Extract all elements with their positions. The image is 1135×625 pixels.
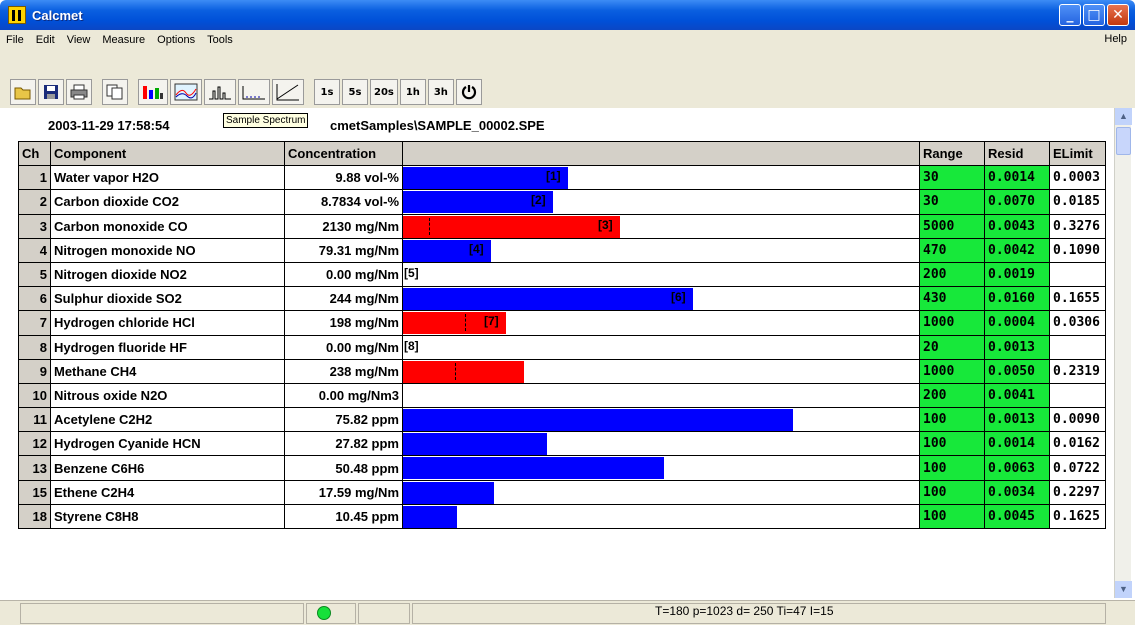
level-bar-fill xyxy=(403,409,793,431)
table-row[interactable] xyxy=(19,480,1106,504)
maximize-button[interactable] xyxy=(1083,4,1105,26)
status-bar xyxy=(0,600,1135,625)
row-elimit: 0.0003 xyxy=(1050,166,1106,190)
row-ch: 3 xyxy=(19,214,51,238)
row-concentration: 0.00 mg/Nm3 xyxy=(285,383,403,407)
row-concentration: 9.88 vol-% xyxy=(285,166,403,190)
row-concentration: 17.59 mg/Nm xyxy=(285,480,403,504)
row-ch: 18 xyxy=(19,504,51,528)
row-concentration: 10.45 ppm xyxy=(285,504,403,528)
row-level-bar xyxy=(403,359,920,383)
spectrum-filepath: cmetSamples\SAMPLE_00002.SPE xyxy=(330,118,545,133)
table-row[interactable] xyxy=(19,214,1106,238)
interval-5s-button[interactable]: 5s xyxy=(342,79,368,105)
header-resid[interactable]: Resid xyxy=(985,142,1050,166)
level-bar-fill xyxy=(403,482,494,504)
table-row[interactable] xyxy=(19,408,1106,432)
row-component: Carbon dioxide CO2 xyxy=(51,190,285,214)
toolbar-buttons xyxy=(10,79,482,105)
row-range: 30 xyxy=(920,166,985,190)
menu-tools[interactable]: Tools xyxy=(207,34,233,46)
row-elimit: 0.2319 xyxy=(1050,359,1106,383)
open-button[interactable] xyxy=(10,79,36,105)
row-elimit: 0.1655 xyxy=(1050,287,1106,311)
bar-label: [8] xyxy=(404,338,419,353)
baseline-icon xyxy=(242,83,266,101)
level-bar-fill xyxy=(403,457,664,479)
row-level-bar xyxy=(403,335,920,359)
bar-label: [5] xyxy=(404,265,419,280)
row-resid: 0.0013 xyxy=(985,408,1050,432)
measurement-datetime: 2003-11-29 17:58:54 xyxy=(48,118,170,133)
row-level-bar xyxy=(403,383,920,407)
level-bar-fill xyxy=(403,216,620,238)
header-range[interactable]: Range xyxy=(920,142,985,166)
row-ch: 10 xyxy=(19,383,51,407)
row-component: Nitrogen dioxide NO2 xyxy=(51,262,285,286)
row-resid: 0.0014 xyxy=(985,166,1050,190)
bar-label: [4] xyxy=(469,241,484,256)
row-concentration: 0.00 mg/Nm xyxy=(285,335,403,359)
row-component: Benzene C6H6 xyxy=(51,456,285,480)
save-button[interactable] xyxy=(38,79,64,105)
close-icon: ✕ xyxy=(1112,7,1124,23)
minimize-button[interactable] xyxy=(1059,4,1081,26)
row-range: 1000 xyxy=(920,311,985,335)
row-component: Styrene C8H8 xyxy=(51,504,285,528)
menu-measure[interactable]: Measure xyxy=(102,34,146,46)
row-concentration: 0.00 mg/Nm xyxy=(285,262,403,286)
row-ch: 5 xyxy=(19,262,51,286)
row-component: Methane CH4 xyxy=(51,359,285,383)
table-row[interactable] xyxy=(19,287,1106,311)
row-range: 20 xyxy=(920,335,985,359)
line-chart-icon xyxy=(276,83,300,101)
maximize-icon: □ xyxy=(1087,7,1101,23)
copy-button[interactable] xyxy=(102,79,128,105)
header-elimit[interactable]: ELimit xyxy=(1050,142,1106,166)
bar-label: [7] xyxy=(484,314,499,329)
row-ch: 11 xyxy=(19,408,51,432)
row-range: 100 xyxy=(920,504,985,528)
row-ch: 6 xyxy=(19,287,51,311)
row-level-bar xyxy=(403,190,920,214)
row-component: Carbon monoxide CO xyxy=(51,214,285,238)
table-row[interactable] xyxy=(19,238,1106,262)
table-row[interactable] xyxy=(19,311,1106,335)
bar-chart-icon xyxy=(142,83,164,101)
row-concentration: 238 mg/Nm xyxy=(285,359,403,383)
window-controls xyxy=(1059,4,1129,26)
row-ch: 8 xyxy=(19,335,51,359)
row-component: Water vapor H2O xyxy=(51,166,285,190)
table-row[interactable] xyxy=(19,166,1106,190)
row-resid: 0.0041 xyxy=(985,383,1050,407)
row-concentration: 75.82 ppm xyxy=(285,408,403,432)
row-range: 430 xyxy=(920,287,985,311)
interval-1h-button[interactable]: 1h xyxy=(400,79,426,105)
spectrum-button[interactable] xyxy=(170,79,202,105)
row-level-bar xyxy=(403,432,920,456)
row-ch: 15 xyxy=(19,480,51,504)
row-component: Nitrous oxide N2O xyxy=(51,383,285,407)
row-concentration: 2130 mg/Nm xyxy=(285,214,403,238)
limit-marker xyxy=(455,363,456,380)
row-elimit: 0.0722 xyxy=(1050,456,1106,480)
row-elimit: 0.1625 xyxy=(1050,504,1106,528)
row-resid: 0.0050 xyxy=(985,359,1050,383)
row-elimit: 0.0306 xyxy=(1050,311,1106,335)
header-component[interactable]: Component xyxy=(51,142,285,166)
row-range: 200 xyxy=(920,383,985,407)
row-elimit: 0.1090 xyxy=(1050,238,1106,262)
row-ch: 1 xyxy=(19,166,51,190)
window-title: Calcmet xyxy=(32,7,83,23)
table-row[interactable] xyxy=(19,190,1106,214)
row-range: 100 xyxy=(920,408,985,432)
row-component: Ethene C2H4 xyxy=(51,480,285,504)
peaks-icon xyxy=(208,83,232,101)
limit-marker xyxy=(429,218,430,235)
table-row[interactable] xyxy=(19,359,1106,383)
row-ch: 9 xyxy=(19,359,51,383)
status-panel xyxy=(358,603,410,624)
row-elimit: 0.0185 xyxy=(1050,190,1106,214)
row-ch: 4 xyxy=(19,238,51,262)
level-bar-fill xyxy=(403,167,568,189)
row-elimit: 0.0090 xyxy=(1050,408,1106,432)
level-bar-fill xyxy=(403,506,457,528)
row-elimit xyxy=(1050,383,1106,407)
menu-options[interactable]: Options xyxy=(157,34,196,46)
baseline-button[interactable] xyxy=(238,79,270,105)
row-component: Hydrogen fluoride HF xyxy=(51,335,285,359)
row-concentration: 79.31 mg/Nm xyxy=(285,238,403,262)
row-range: 200 xyxy=(920,262,985,286)
row-component: Acetylene C2H2 xyxy=(51,408,285,432)
row-level-bar xyxy=(403,214,920,238)
bar-chart-button[interactable] xyxy=(138,79,168,105)
row-level-bar xyxy=(403,408,920,432)
row-resid: 0.0042 xyxy=(985,238,1050,262)
row-elimit: 0.3276 xyxy=(1050,214,1106,238)
spectrum-icon xyxy=(174,83,198,101)
scroll-down-icon[interactable]: ▼ xyxy=(1115,581,1132,598)
row-ch: 12 xyxy=(19,432,51,456)
level-bar-fill xyxy=(403,433,547,455)
table-row[interactable] xyxy=(19,432,1106,456)
peaks-button[interactable] xyxy=(204,79,236,105)
status-led-icon xyxy=(317,606,331,620)
row-ch: 13 xyxy=(19,456,51,480)
menu-help[interactable]: Help xyxy=(1104,33,1127,45)
power-button[interactable] xyxy=(456,79,482,105)
header-bar xyxy=(403,142,920,166)
bar-label: [3] xyxy=(598,217,613,232)
row-level-bar xyxy=(403,166,920,190)
row-range: 30 xyxy=(920,190,985,214)
row-resid: 0.0013 xyxy=(985,335,1050,359)
bar-label: [1] xyxy=(546,169,561,184)
row-elimit: 0.0162 xyxy=(1050,432,1106,456)
print-icon xyxy=(70,84,88,100)
level-bar-fill xyxy=(403,288,693,310)
row-concentration: 50.48 ppm xyxy=(285,456,403,480)
save-icon xyxy=(43,84,59,100)
table-row[interactable] xyxy=(19,335,1106,359)
header-ch[interactable]: Ch xyxy=(19,142,51,166)
row-concentration: 244 mg/Nm xyxy=(285,287,403,311)
menu-view[interactable]: View xyxy=(66,34,91,46)
row-elimit: 0.2297 xyxy=(1050,480,1106,504)
menu-file[interactable]: File xyxy=(6,34,24,46)
row-level-bar xyxy=(403,238,920,262)
open-icon xyxy=(14,84,32,100)
row-range: 100 xyxy=(920,480,985,504)
status-panel xyxy=(306,603,356,624)
menu-bar xyxy=(0,30,1135,50)
scroll-up-icon[interactable]: ▲ xyxy=(1115,108,1132,125)
row-level-bar xyxy=(403,262,920,286)
interval-20s-button[interactable]: 20s xyxy=(370,79,398,105)
results-table xyxy=(18,141,1106,529)
row-resid: 0.0019 xyxy=(985,262,1050,286)
row-level-bar xyxy=(403,480,920,504)
app-icon xyxy=(8,6,26,24)
vertical-scrollbar[interactable] xyxy=(1114,108,1131,598)
row-ch: 7 xyxy=(19,311,51,335)
row-range: 470 xyxy=(920,238,985,262)
row-ch: 2 xyxy=(19,190,51,214)
menu-edit[interactable]: Edit xyxy=(35,34,55,46)
row-resid: 0.0070 xyxy=(985,190,1050,214)
row-level-bar xyxy=(403,287,920,311)
row-resid: 0.0004 xyxy=(985,311,1050,335)
row-component: Hydrogen Cyanide HCN xyxy=(51,432,285,456)
minimize-icon: _ xyxy=(1066,7,1074,23)
row-range: 5000 xyxy=(920,214,985,238)
row-range: 1000 xyxy=(920,359,985,383)
row-concentration: 8.7834 vol-% xyxy=(285,190,403,214)
title-bar xyxy=(0,0,1135,30)
limit-marker xyxy=(465,314,466,331)
power-icon xyxy=(461,84,477,100)
interval-3h-button[interactable]: 3h xyxy=(428,79,454,105)
row-level-bar xyxy=(403,504,920,528)
table-row[interactable] xyxy=(19,262,1106,286)
line-chart-button[interactable] xyxy=(272,79,304,105)
row-range: 100 xyxy=(920,432,985,456)
row-resid: 0.0045 xyxy=(985,504,1050,528)
copy-icon xyxy=(106,84,124,100)
table-row[interactable] xyxy=(19,504,1106,528)
status-readout: T=180 p=1023 d= 250 Ti=47 I=15 xyxy=(655,604,834,618)
table-header-row xyxy=(19,142,1106,166)
interval-1s-button[interactable]: 1s xyxy=(314,79,340,105)
row-concentration: 27.82 ppm xyxy=(285,432,403,456)
row-level-bar xyxy=(403,456,920,480)
row-level-bar xyxy=(403,311,920,335)
row-resid: 0.0160 xyxy=(985,287,1050,311)
status-panel xyxy=(20,603,304,624)
row-resid: 0.0043 xyxy=(985,214,1050,238)
level-bar-fill xyxy=(403,361,524,383)
row-component: Sulphur dioxide SO2 xyxy=(51,287,285,311)
row-range: 100 xyxy=(920,456,985,480)
row-concentration: 198 mg/Nm xyxy=(285,311,403,335)
scroll-thumb[interactable] xyxy=(1116,127,1131,155)
header-concentration[interactable]: Concentration xyxy=(285,142,403,166)
row-component: Hydrogen chloride HCl xyxy=(51,311,285,335)
row-component: Nitrogen monoxide NO xyxy=(51,238,285,262)
row-elimit xyxy=(1050,335,1106,359)
bar-label: [6] xyxy=(671,290,686,305)
table-row[interactable] xyxy=(19,456,1106,480)
row-elimit xyxy=(1050,262,1106,286)
close-button[interactable] xyxy=(1107,4,1129,26)
bar-label: [2] xyxy=(531,193,546,208)
row-resid: 0.0063 xyxy=(985,456,1050,480)
table-row[interactable] xyxy=(19,383,1106,407)
row-resid: 0.0034 xyxy=(985,480,1050,504)
print-button[interactable] xyxy=(66,79,92,105)
row-resid: 0.0014 xyxy=(985,432,1050,456)
tooltip: Sample Spectrum xyxy=(223,113,308,128)
